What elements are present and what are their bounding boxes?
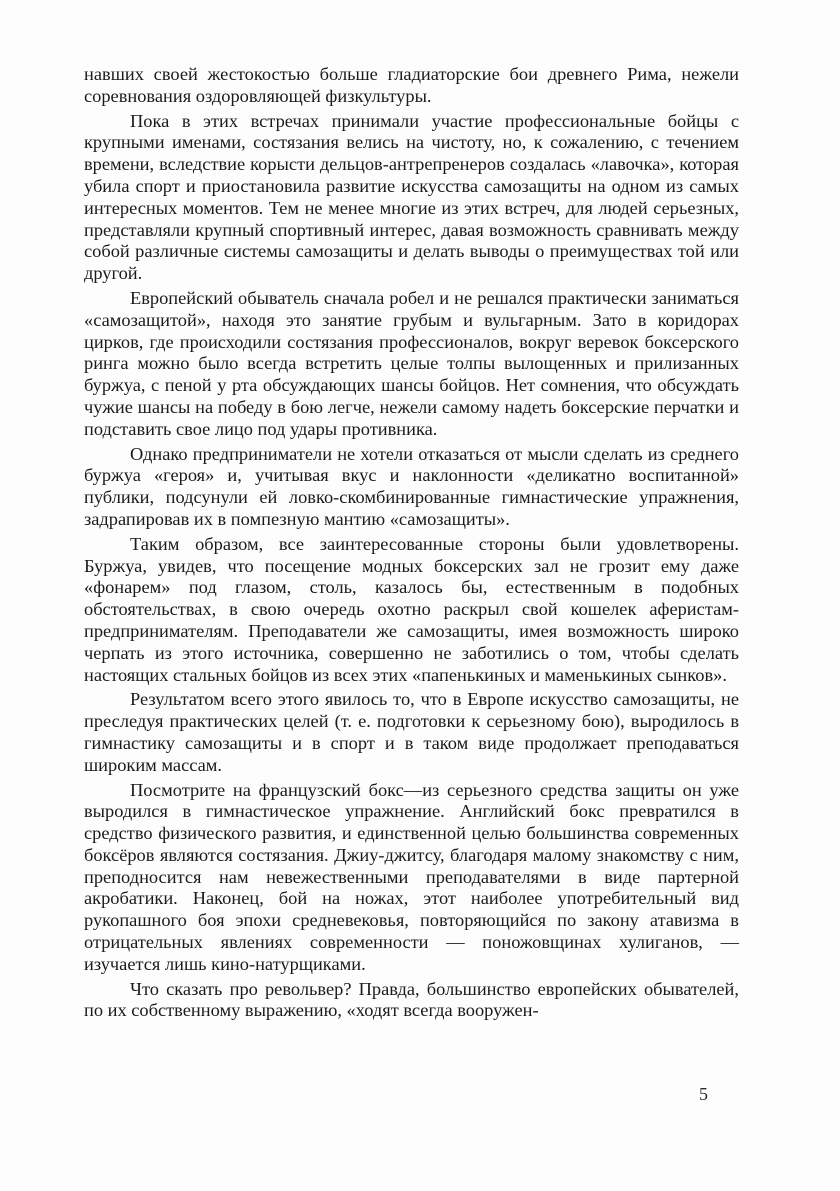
paragraph-7: Посмотрите на французский бокс—из серьезного средства защиты он уже выродился в гимнастическое упражнение. Английский бокс превратился в средство физического развития, и единственной целью большинства современных боксёров являются состязания. Джиу-джитсу, благодаря малому знакомству с ним, преподносится нам невежественными преподавателями в виде партерной акробатики. Наконец, бой на ножах, этот наиболее употребительный вид рукопашного боя эпохи средневековья, повторяющийся по закону атавизма в отрицательных явлениях современности — поножовщинах хулиганов, — изучается лишь кино-натурщиками. <box>84 779 739 974</box>
paragraph-3: Европейский обыватель сначала робел и не решался практически заниматься «самозащитой», находя это занятие грубым и вульгарным. Зато в коридорах цирков, где происходили состязания профессионалов, вокруг веревок боксерского ринга можно было всегда встретить целые толпы вылощенных и прилизанных буржуа, с пеной у рта обсуждающих шансы бойцов. Нет сомнения, что обсуждать чужие шансы на победу в бою легче, нежели самому надеть боксерские перчатки и подставить свое лицо под удары противника. <box>84 287 739 439</box>
paragraph-1: навших своей жестокостью больше гладиаторские бои древнего Рима, нежели соревнования оздоровляющей физкультуры. <box>84 64 739 106</box>
paragraph-8: Что сказать про револьвер? Правда, большинство европейских обывателей, по их собственному выражению, «ходят всегда вооружен- <box>84 978 739 1021</box>
paragraph-5: Таким образом, все заинтересованные стороны были удовлетворены. Буржуа, увидев, что посещение модных боксерских зал не грозит ему даже «фонарем» под глазом, столь, казалось бы, естественным в подобных обстоятельствах, в свою очередь охотно раскрыл свой кошелек аферистам-предпринимателям. Преподаватели же самозащиты, имея возможность широко черпать из этого источника, совершенно не заботились о том, чтобы сделать настоящих стальных бойцов из всех этих «папенькиных и маменькиных сынков». <box>84 533 739 685</box>
paragraph-6: Результатом всего этого явилось то, что в Европе искусство самозащиты, не преследуя практических целей (т. е. подготовки к серьезному бою), выродилось в гимнастику самозащиты и в спорт и в таком виде продолжает преподаваться широким массам. <box>84 689 739 775</box>
page-number: 5 <box>699 1084 708 1104</box>
body-text <box>84 64 739 1025</box>
paragraph-2: Пока в этих встречах принимали участие профессиональные бойцы с крупными именами, состязания велись на чистоту, но, к сожалению, с течением времени, вследствие корысти дельцов-антрепренеров создалась «лавочка», которая убила спорт и приостановила развитие искусства самозащиты на одном из самых интересных моментов. Тем не менее многие из этих встреч, для людей серьезных, представляли крупный спортивный интерес, давая возможность сравнивать между собой различные системы самозащиты и делать выводы о преимуществах той или другой. <box>84 110 739 284</box>
paragraph-4: Однако предприниматели не хотели отказаться от мысли сделать из среднего буржуа «героя» и, учитывая вкус и наклонности «деликатно воспитанной» публики, подсунули ей ловко-скомбинированные гимнастические упражнения, задрапировав их в помпезную мантию «самозащиты». <box>84 443 739 529</box>
